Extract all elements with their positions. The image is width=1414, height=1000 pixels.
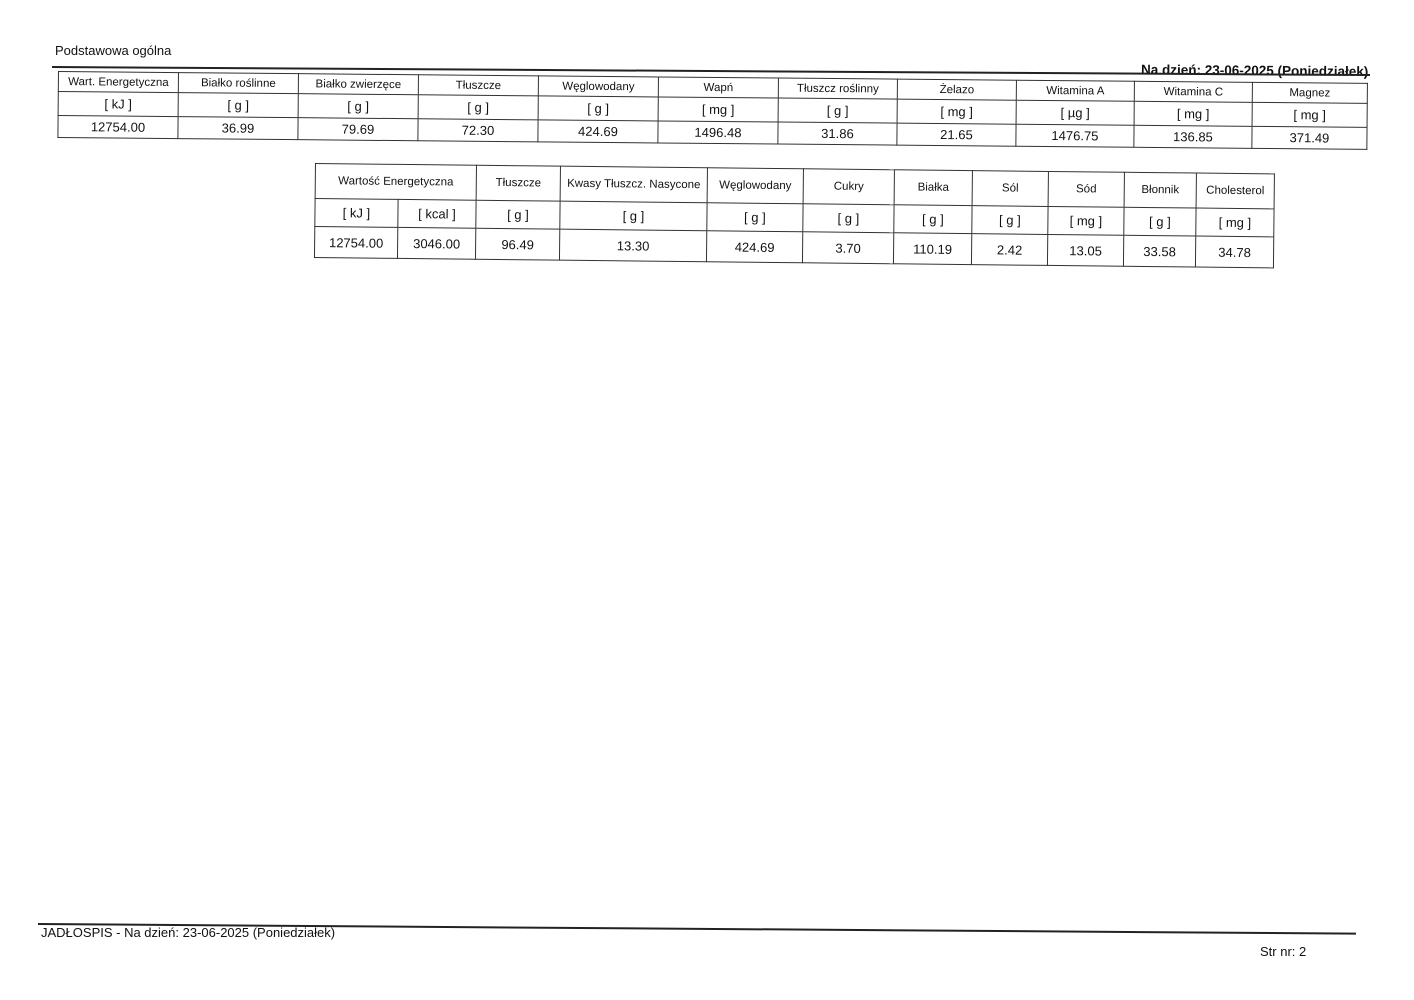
value-cell: 136.85 [1134, 125, 1252, 148]
column-header: Tłuszcz roślinny [778, 78, 897, 99]
unit-cell: [ kJ ] [315, 199, 398, 228]
value-cell: 13.30 [559, 229, 706, 262]
unit-cell: [ g ] [538, 96, 658, 121]
column-header: Witamina A [1016, 80, 1134, 101]
value-cell: 79.69 [298, 118, 418, 141]
unit-cell: [ g ] [418, 95, 538, 120]
unit-cell: [ g ] [476, 200, 560, 229]
value-cell: 31.86 [778, 122, 897, 145]
unit-cell: [ mg ] [658, 97, 778, 122]
unit-cell: [ g ] [778, 98, 897, 123]
unit-cell: [ mg ] [1048, 206, 1124, 235]
unit-cell: [ g ] [894, 205, 972, 234]
value-cell: 371.49 [1252, 126, 1367, 149]
page-number: Str nr: 2 [1260, 944, 1307, 959]
unit-cell: [ g ] [560, 201, 707, 231]
column-header: Białka [894, 170, 972, 206]
footer-text: JADŁOSPIS - Na dzień: 23-06-2025 (Poniedziałek) [41, 925, 336, 940]
column-header: Cholesterol [1196, 173, 1274, 209]
column-header: Witamina C [1134, 81, 1252, 102]
value-cell: 3.70 [802, 232, 893, 264]
column-header: Sól [972, 171, 1048, 207]
value-cell: 3046.00 [397, 227, 475, 259]
column-header: Tłuszcze [476, 165, 560, 201]
unit-cell: [ g ] [178, 93, 298, 118]
column-header: Błonnik [1124, 172, 1196, 208]
column-header: Węglowodany [707, 168, 803, 204]
value-cell: 36.99 [178, 117, 298, 140]
column-header: Węglowodany [538, 76, 658, 97]
value-cell: 1496.48 [658, 121, 778, 144]
column-header: Wapń [658, 77, 778, 98]
unit-cell: [ mg ] [1252, 102, 1367, 127]
value-cell: 424.69 [538, 120, 658, 143]
column-header: Wartość Energetyczna [315, 164, 476, 201]
value-cell: 424.69 [706, 231, 802, 263]
column-header: Wart. Energetyczna [58, 72, 178, 93]
value-cell: 12754.00 [58, 116, 178, 139]
value-cell: 2.42 [971, 234, 1047, 266]
basic-nutrition-table [57, 71, 1368, 150]
summary-nutrition-table [314, 163, 1275, 268]
column-header: Żelazo [897, 79, 1016, 100]
unit-cell: [ g ] [972, 206, 1048, 235]
unit-cell: [ g ] [803, 204, 894, 233]
value-cell: 34.78 [1195, 236, 1273, 268]
column-header: Białko zwierzęce [298, 74, 418, 95]
value-cell: 96.49 [475, 228, 559, 260]
unit-cell: [ µg ] [1016, 100, 1134, 125]
unit-cell: [ kJ ] [58, 92, 178, 117]
column-header: Cukry [803, 169, 894, 205]
value-cell: 1476.75 [1016, 124, 1134, 147]
value-cell: 12754.00 [314, 227, 397, 259]
column-header: Białko roślinne [178, 73, 298, 94]
unit-cell: [ mg ] [897, 99, 1016, 124]
unit-cell: [ kcal ] [398, 199, 476, 228]
date-label: Na dzień: 23-06-2025 (Poniedziałek) [1140, 62, 1369, 79]
unit-cell: [ mg ] [1196, 208, 1274, 237]
column-header: Tłuszcze [418, 75, 538, 96]
column-header: Sód [1048, 171, 1124, 207]
section-title: Podstawowa ogólna [55, 43, 172, 58]
column-header: Magnez [1252, 82, 1367, 103]
unit-cell: [ g ] [707, 203, 803, 232]
column-header: Kwasy Tłuszcz. Nasycone [560, 166, 707, 203]
unit-cell: [ mg ] [1134, 101, 1252, 126]
value-cell: 13.05 [1047, 234, 1123, 266]
unit-cell: [ g ] [298, 94, 418, 119]
value-cell: 21.65 [897, 123, 1016, 146]
value-cell: 33.58 [1123, 235, 1195, 267]
value-cell: 72.30 [418, 119, 538, 142]
value-cell: 110.19 [893, 233, 971, 265]
unit-cell: [ g ] [1124, 207, 1196, 236]
